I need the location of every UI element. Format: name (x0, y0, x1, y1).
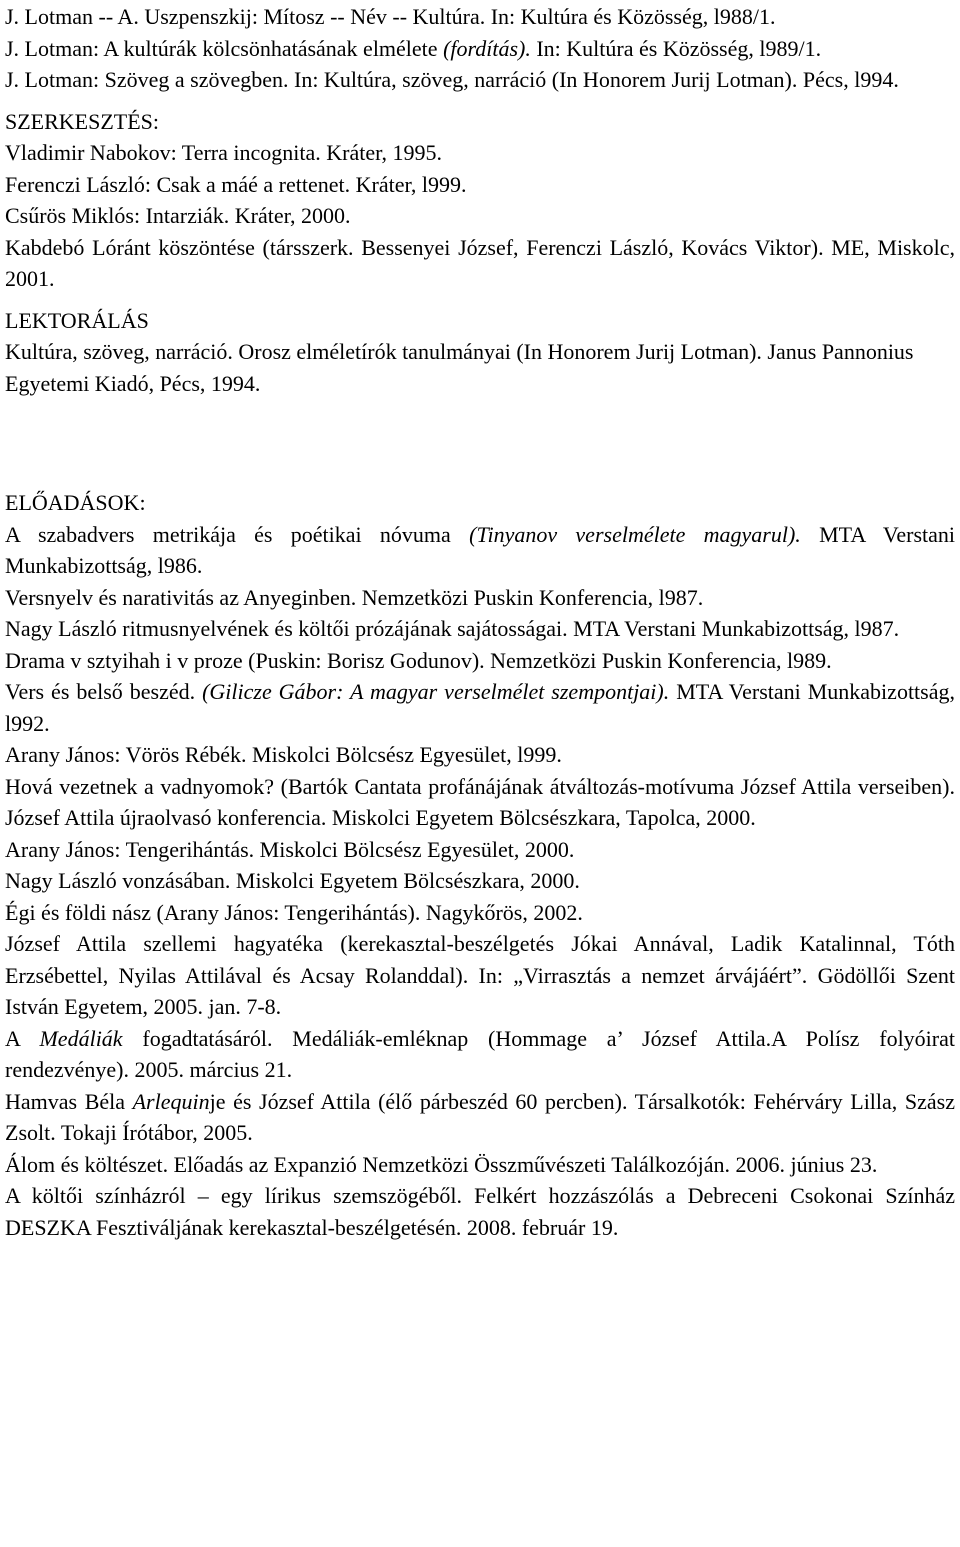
entry-lotman-szoveg (5, 64, 955, 96)
item-text: Arany János: Tengerihántás. Miskolci Bölcsész Egyesület, 2000. (5, 836, 575, 862)
entry-lotman-kulturak (5, 33, 955, 65)
list-item (5, 834, 955, 866)
list-item (5, 1023, 955, 1086)
item-text: je és József Attila (élő párbeszéd 60 percben). Társalkotók: Fehérváry Lilla, Szász Zsolt. Tokaji Írótábor, 2005. (5, 1088, 955, 1145)
item-text: Vers és belső beszéd. (5, 679, 203, 704)
entry-text: J. Lotman -- A. Uszpenszkij: Mítosz -- Név -- Kultúra. In: Kultúra és Közösség, l988/1. (5, 4, 776, 29)
item-text: Versnyelv és narativitás az Anyeginben. Nemzetközi Puskin Konferencia, l987. (5, 584, 704, 610)
entry-text: J. Lotman: Szöveg a szövegben. In: Kultúra, szöveg, narráció (In Honorem Jurij Lotman). Pécs, l994. (5, 67, 899, 92)
item-italic: (Tinyanov verselmélete magyarul). (469, 521, 801, 547)
entry-text: J. Lotman: A kultúrák kölcsönhatásának elmélete (5, 35, 444, 61)
item-text: A költői színházról – egy lírikus szemszögéből. Felkért hozzászólás a Debreceni Csokonai Színház DESZKA Fesztiváljának kerekasztal-beszélgetésén. 2008. február 19. (5, 1183, 955, 1240)
item-italic: (Gilicze Gábor: A magyar verselmélet szempontjai). (202, 679, 670, 704)
section-heading-eloadasok: ELŐADÁSOK: (5, 490, 146, 515)
item-text: József Attila szellemi hagyatéka (kerekasztal-beszélgetés Jókai Annával, Ladik Katalinnal, Tóth Erzsébettel, Nyilas Attilával és Acsay Rolanddal). In: „Virrasztás a nemzet árvájáért”. Gödöllői Szent István Egyetem, 2005. jan. 7-8. (5, 931, 955, 1019)
entry-italic: (fordítás). (443, 35, 531, 61)
item-text: Drama v sztyihah i v proze (Puskin: Borisz Godunov). Nemzetközi Puskin Konferencia, l989. (5, 647, 832, 673)
list-item (5, 771, 955, 834)
list-item: Vladimir Nabokov: Terra incognita. Kráter, 1995. (5, 140, 443, 165)
item-text: Nagy László ritmusnyelvének és költői prózájának sajátosságai. MTA Verstani Munkabizottság, l987. (5, 616, 900, 641)
list-item (5, 739, 955, 771)
list-item: Csűrös Miklós: Intarziák. Kráter, 2000. (5, 203, 351, 228)
item-text: Nagy László vonzásában. Miskolci Egyetem Bölcsészkara, 2000. (5, 868, 580, 893)
item-text: Égi és földi nász (Arany János: Tengerihántás). Nagykőrös, 2002. (5, 899, 583, 925)
item-text: A szabadvers metrikája és poétikai nóvuma (5, 521, 470, 547)
list-item (5, 1086, 955, 1149)
item-text: Álom és költészet. Előadás az Expanzió Nemzetközi Összművészeti Találkozóján. 2006. június 23. (5, 1151, 878, 1177)
list-item: Kabdebó Lóránt köszöntése (társszerk. Bessenyei József, Ferenczi László, Kovács Viktor). ME, Miskolc, 2001. (5, 234, 955, 291)
item-text: fogadtatásáról. Medáliák-emléknap (Hommage a’ József Attila.A Polísz folyóirat rendezvénye). 2005. március 21. (5, 1025, 955, 1082)
item-text: A (5, 1025, 40, 1051)
list-item (5, 582, 955, 614)
item-italic: Medáliák (39, 1025, 123, 1051)
list-item (5, 676, 955, 739)
item-text: MTA Verstani Munkabizottság, l986. (5, 521, 956, 578)
item-text: Arany János: Vörös Rébék. Miskolci Bölcsész Egyesület, l999. (5, 742, 562, 767)
list-item (5, 613, 955, 645)
list-item: Kultúra, szöveg, narráció. Orosz elméletírók tanulmányai (In Honorem Jurij Lotman). Janus Pannonius Egyetemi Kiadó, Pécs, 1994. (5, 339, 914, 396)
eloadasok-list (5, 519, 955, 1244)
list-item: Ferenczi László: Csak a máé a rettenet. Kráter, l999. (5, 171, 467, 197)
section-heading-lektoralas: LEKTORÁLÁS (5, 307, 149, 333)
item-text: Hová vezetnek a vadnyomok? (Bartók Cantata profánájának átváltozás-motívuma József Attila verseiben). József Attila újraolvasó konferencia. Miskolci Egyetem Bölcsészkara, Tapolca, 2000. (5, 773, 955, 830)
section-heading-szerkesztes: SZERKESZTÉS: (5, 108, 160, 134)
list-item (5, 1180, 955, 1243)
list-item (5, 1149, 955, 1181)
list-item (5, 645, 955, 677)
list-item (5, 928, 955, 1023)
entry-lotman-uszpenszkij (5, 1, 955, 33)
list-item (5, 865, 955, 897)
entry-tail: In: Kultúra és Közösség, l989/1. (530, 35, 822, 61)
list-item (5, 519, 955, 582)
item-italic: Arlequin (132, 1088, 210, 1114)
list-item (5, 897, 955, 929)
document-page (0, 1, 960, 1547)
item-text: MTA Verstani Munkabizottság, l992. (5, 679, 955, 736)
item-text: Hamvas Béla (5, 1088, 133, 1114)
